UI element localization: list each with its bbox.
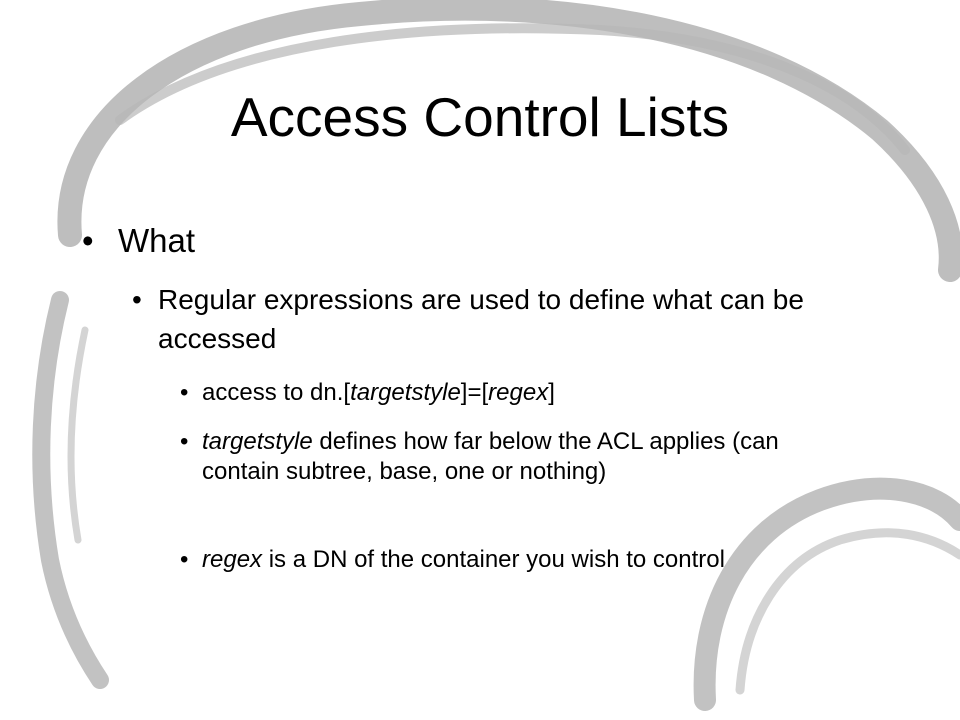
slide-title: Access Control Lists	[230, 86, 730, 148]
regex-desc: is a DN of the container you wish to control	[262, 546, 725, 573]
access-mid: ]=[	[460, 379, 489, 406]
access-pre: access to dn.[	[202, 379, 351, 406]
regex-term: regex	[202, 546, 263, 573]
bullet-dot-icon: •	[180, 379, 189, 406]
bullet-what-text: What	[118, 222, 196, 259]
access-regex-term: regex	[488, 379, 549, 406]
bullet-dot-icon: •	[180, 428, 189, 455]
bullet-dot-icon: •	[82, 222, 94, 259]
targetstyle-term: targetstyle	[202, 428, 313, 455]
targetstyle-desc: defines how far below the ACL applies (can contain subtree, base, one or nothing)	[202, 428, 779, 485]
bullet-targetstyle	[180, 427, 820, 487]
access-target-term: targetstyle	[350, 379, 461, 406]
bullet-regex-definition-text	[180, 545, 820, 575]
bullet-regex-definition	[180, 545, 820, 575]
bullet-regex-usage-text: Regular expressions are used to define what can be accessed	[158, 284, 804, 354]
bullet-what	[82, 219, 195, 263]
swirl-arc-left-inner	[71, 330, 85, 540]
bullet-dot-icon: •	[180, 546, 189, 573]
bullet-dot-icon: •	[132, 284, 142, 315]
bullet-regex-usage	[132, 280, 822, 358]
bullet-targetstyle-text	[180, 427, 820, 487]
bullet-access-syntax-text	[180, 378, 820, 408]
access-post: ]	[548, 379, 555, 406]
bullet-access-syntax	[180, 378, 820, 408]
